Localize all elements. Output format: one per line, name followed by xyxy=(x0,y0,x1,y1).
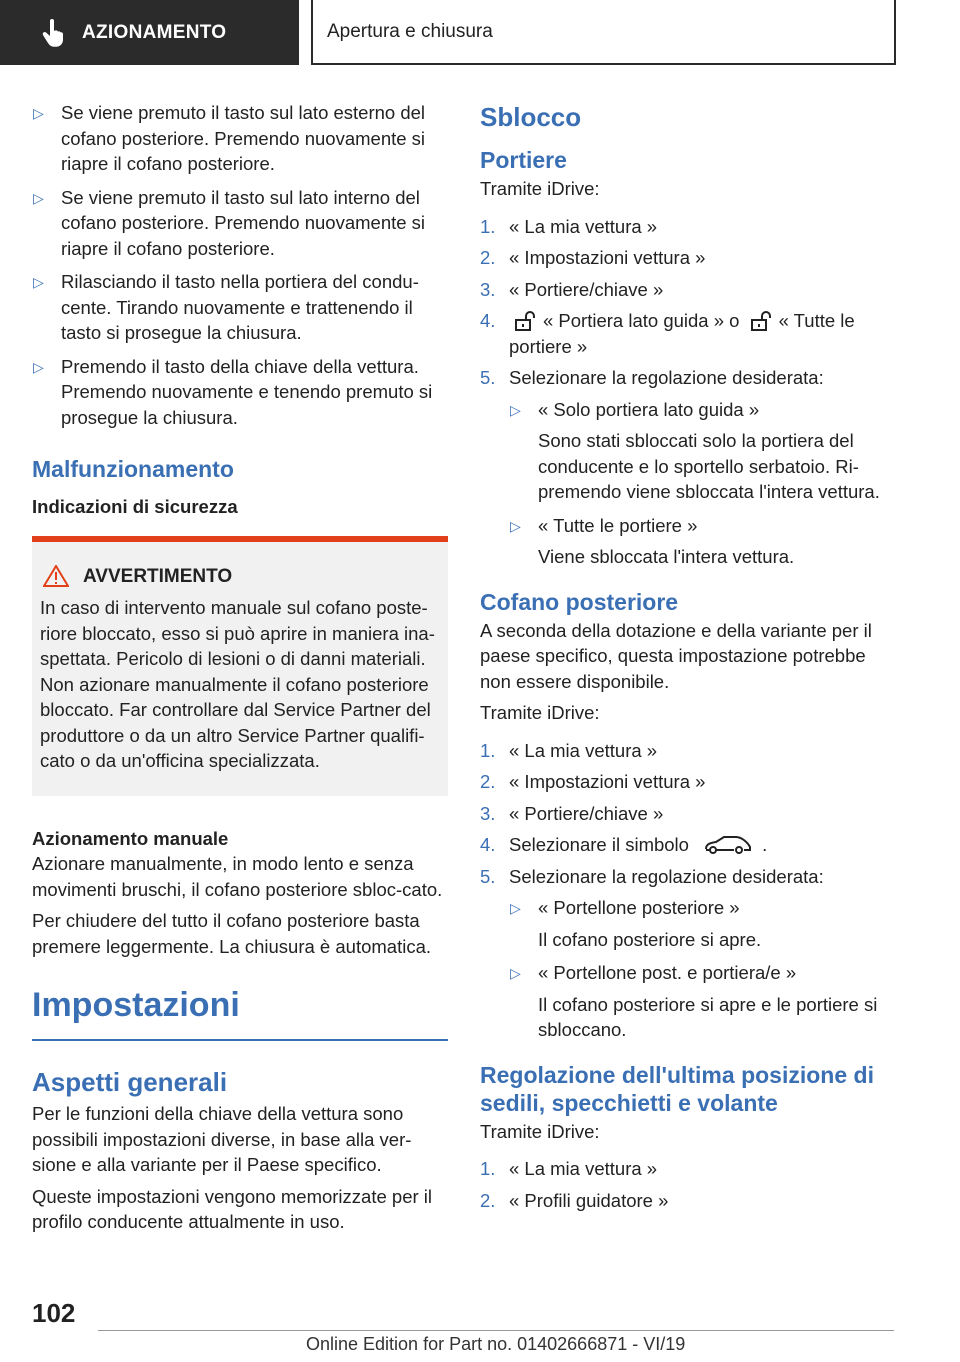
warning-text: In caso di intervento manuale sul cofano poste-riore bloccato, esso si può aprire in maniera ina-spettata. Pericolo di lesioni o di danni materiali. Non azionare manualmente il cofano posteriore bloccato. Far controllare dal Service Partner del produttore o da un altro Service Partner qualifi-cato o da un'officina specializzata. xyxy=(40,597,435,771)
general-paragraph: Per le funzioni della chiave della vettura sono possibili impostazioni diverse, in base alla ver-sione e alla variante per il Paese specifico. xyxy=(32,1103,412,1175)
triangle-bullet-icon: ▷ xyxy=(33,189,44,206)
list-item: 4. Selezionare il simbolo . xyxy=(480,834,768,855)
tailgate-via: Tramite iDrive: xyxy=(480,702,600,723)
list-item: 3. « Portiere/chiave » xyxy=(480,802,664,824)
list-item: ▷ Premendo il tasto della chiave della vettura. Premendo nuovamente e tenendo premuto si prosegue la chiusura. xyxy=(33,355,433,428)
page-number: 102 xyxy=(32,1298,76,1328)
car-tailgate-icon xyxy=(704,835,752,855)
list-item: ▷ « Portellone post. e portiera/e » xyxy=(480,960,894,986)
triangle-bullet-icon: ▷ xyxy=(33,358,44,375)
list-item: ▷ Rilasciando il tasto nella portiera del condu-cente. Tirando nuovamente e trattenendo il tasto si prosegue la chiusura. xyxy=(33,271,419,343)
right-column xyxy=(480,100,894,1219)
footer-divider xyxy=(98,1330,894,1331)
list-item: 1. « La mia vettura » xyxy=(480,1158,658,1179)
footer-edition: Online Edition for Part no. 01402666871 - VI/19 xyxy=(306,1334,686,1354)
list-item: 4. « Portiera lato guida » o « Tutte le portiere » xyxy=(480,310,855,357)
unlock-icon xyxy=(751,311,773,331)
chapter-header xyxy=(311,0,896,65)
list-item: 2. « Profili guidatore » xyxy=(480,1189,669,1211)
triangle-bullet-icon: ▷ xyxy=(510,965,521,981)
general-paragraph-2: Queste impostazioni vengono memorizzate per il profilo conducente attualmente in uso. xyxy=(32,1185,432,1232)
tailgate-heading: Cofano posteriore xyxy=(480,588,679,615)
list-item: ▷ Se viene premuto il tasto sul lato esterno del cofano posteriore. Premendo nuovamente si riapre il cofano posteriore. xyxy=(33,102,426,174)
via-idrive: Tramite iDrive: xyxy=(480,178,600,199)
option-description: Sono stati sbloccati solo la portiera del conducente e lo sportello serbatoio. Ri-premendo viene sbloccata l'intera vettura. xyxy=(538,430,880,502)
safety-heading: Indicazioni di sicurezza xyxy=(32,496,238,517)
memory-heading: Regolazione dell'ultima posizione di sedili, specchietti e volante xyxy=(480,1061,874,1116)
settings-heading: Impostazioni xyxy=(32,985,448,1041)
section-label: AZIONAMENTO xyxy=(82,21,227,43)
list-item: 5. Selezionare la regolazione desiderata: xyxy=(480,865,824,887)
warning-title: AVVERTIMENTO xyxy=(83,565,233,587)
section-tab xyxy=(0,0,299,65)
triangle-bullet-icon: ▷ xyxy=(33,105,44,121)
hand-pointer-icon xyxy=(40,18,66,48)
list-item: ▷ « Solo portiera lato guida » xyxy=(480,397,894,423)
unlock-icon xyxy=(515,311,537,331)
warning-box xyxy=(32,536,448,796)
doors-heading: Portiere xyxy=(480,147,567,173)
unlock-heading: Sblocco xyxy=(480,102,582,132)
triangle-bullet-icon: ▷ xyxy=(510,900,521,916)
list-item: 1. « La mia vettura » xyxy=(480,739,658,761)
manual-heading: Azionamento manuale xyxy=(32,827,229,849)
option-description: Il cofano posteriore si apre e le portiere si sbloccano. xyxy=(538,993,878,1040)
triangle-bullet-icon: ▷ xyxy=(33,274,44,290)
option-description: Il cofano posteriore si apre. xyxy=(538,928,762,950)
option-description: Viene sbloccata l'intera vettura. xyxy=(538,546,795,567)
list-item: 2. « Impostazioni vettura » xyxy=(480,247,706,268)
manual-paragraph: Azionare manualmente, in modo lento e senza movimenti bruschi, il cofano posteriore sbloc-cato. xyxy=(32,853,443,900)
list-item: ▷ « Portellone posteriore » xyxy=(480,895,894,921)
triangle-bullet-icon: ▷ xyxy=(510,517,521,534)
list-item: ▷ Se viene premuto il tasto sul lato interno del cofano posteriore. Premendo nuovamente si riapre il cofano posteriore. xyxy=(33,186,426,259)
list-item: ▷ « Tutte le portiere » xyxy=(480,513,894,539)
tailgate-paragraph: A seconda della dotazione e della variante per il paese specifico, questa impostazione potrebbe non essere disponibile. xyxy=(480,619,872,692)
list-item: 3. « Portiere/chiave » xyxy=(480,278,664,300)
list-item: 5. Selezionare la regolazione desiderata: xyxy=(480,367,824,388)
triangle-bullet-icon: ▷ xyxy=(510,401,521,418)
list-item: 2. « Impostazioni vettura » xyxy=(480,771,706,792)
malfunction-heading: Malfunzionamento xyxy=(32,456,234,482)
chapter-title: Apertura e chiusura xyxy=(327,20,493,42)
list-item: 1. « La mia vettura » xyxy=(480,215,658,237)
general-heading: Aspetti generali xyxy=(32,1067,228,1097)
memory-via: Tramite iDrive: xyxy=(480,1120,600,1142)
warning-triangle-icon xyxy=(43,565,69,587)
manual-paragraph-2: Per chiudere del tutto il cofano posteriore basta premere leggermente. La chiusura è automatica. xyxy=(32,910,431,957)
left-column xyxy=(32,100,448,1241)
